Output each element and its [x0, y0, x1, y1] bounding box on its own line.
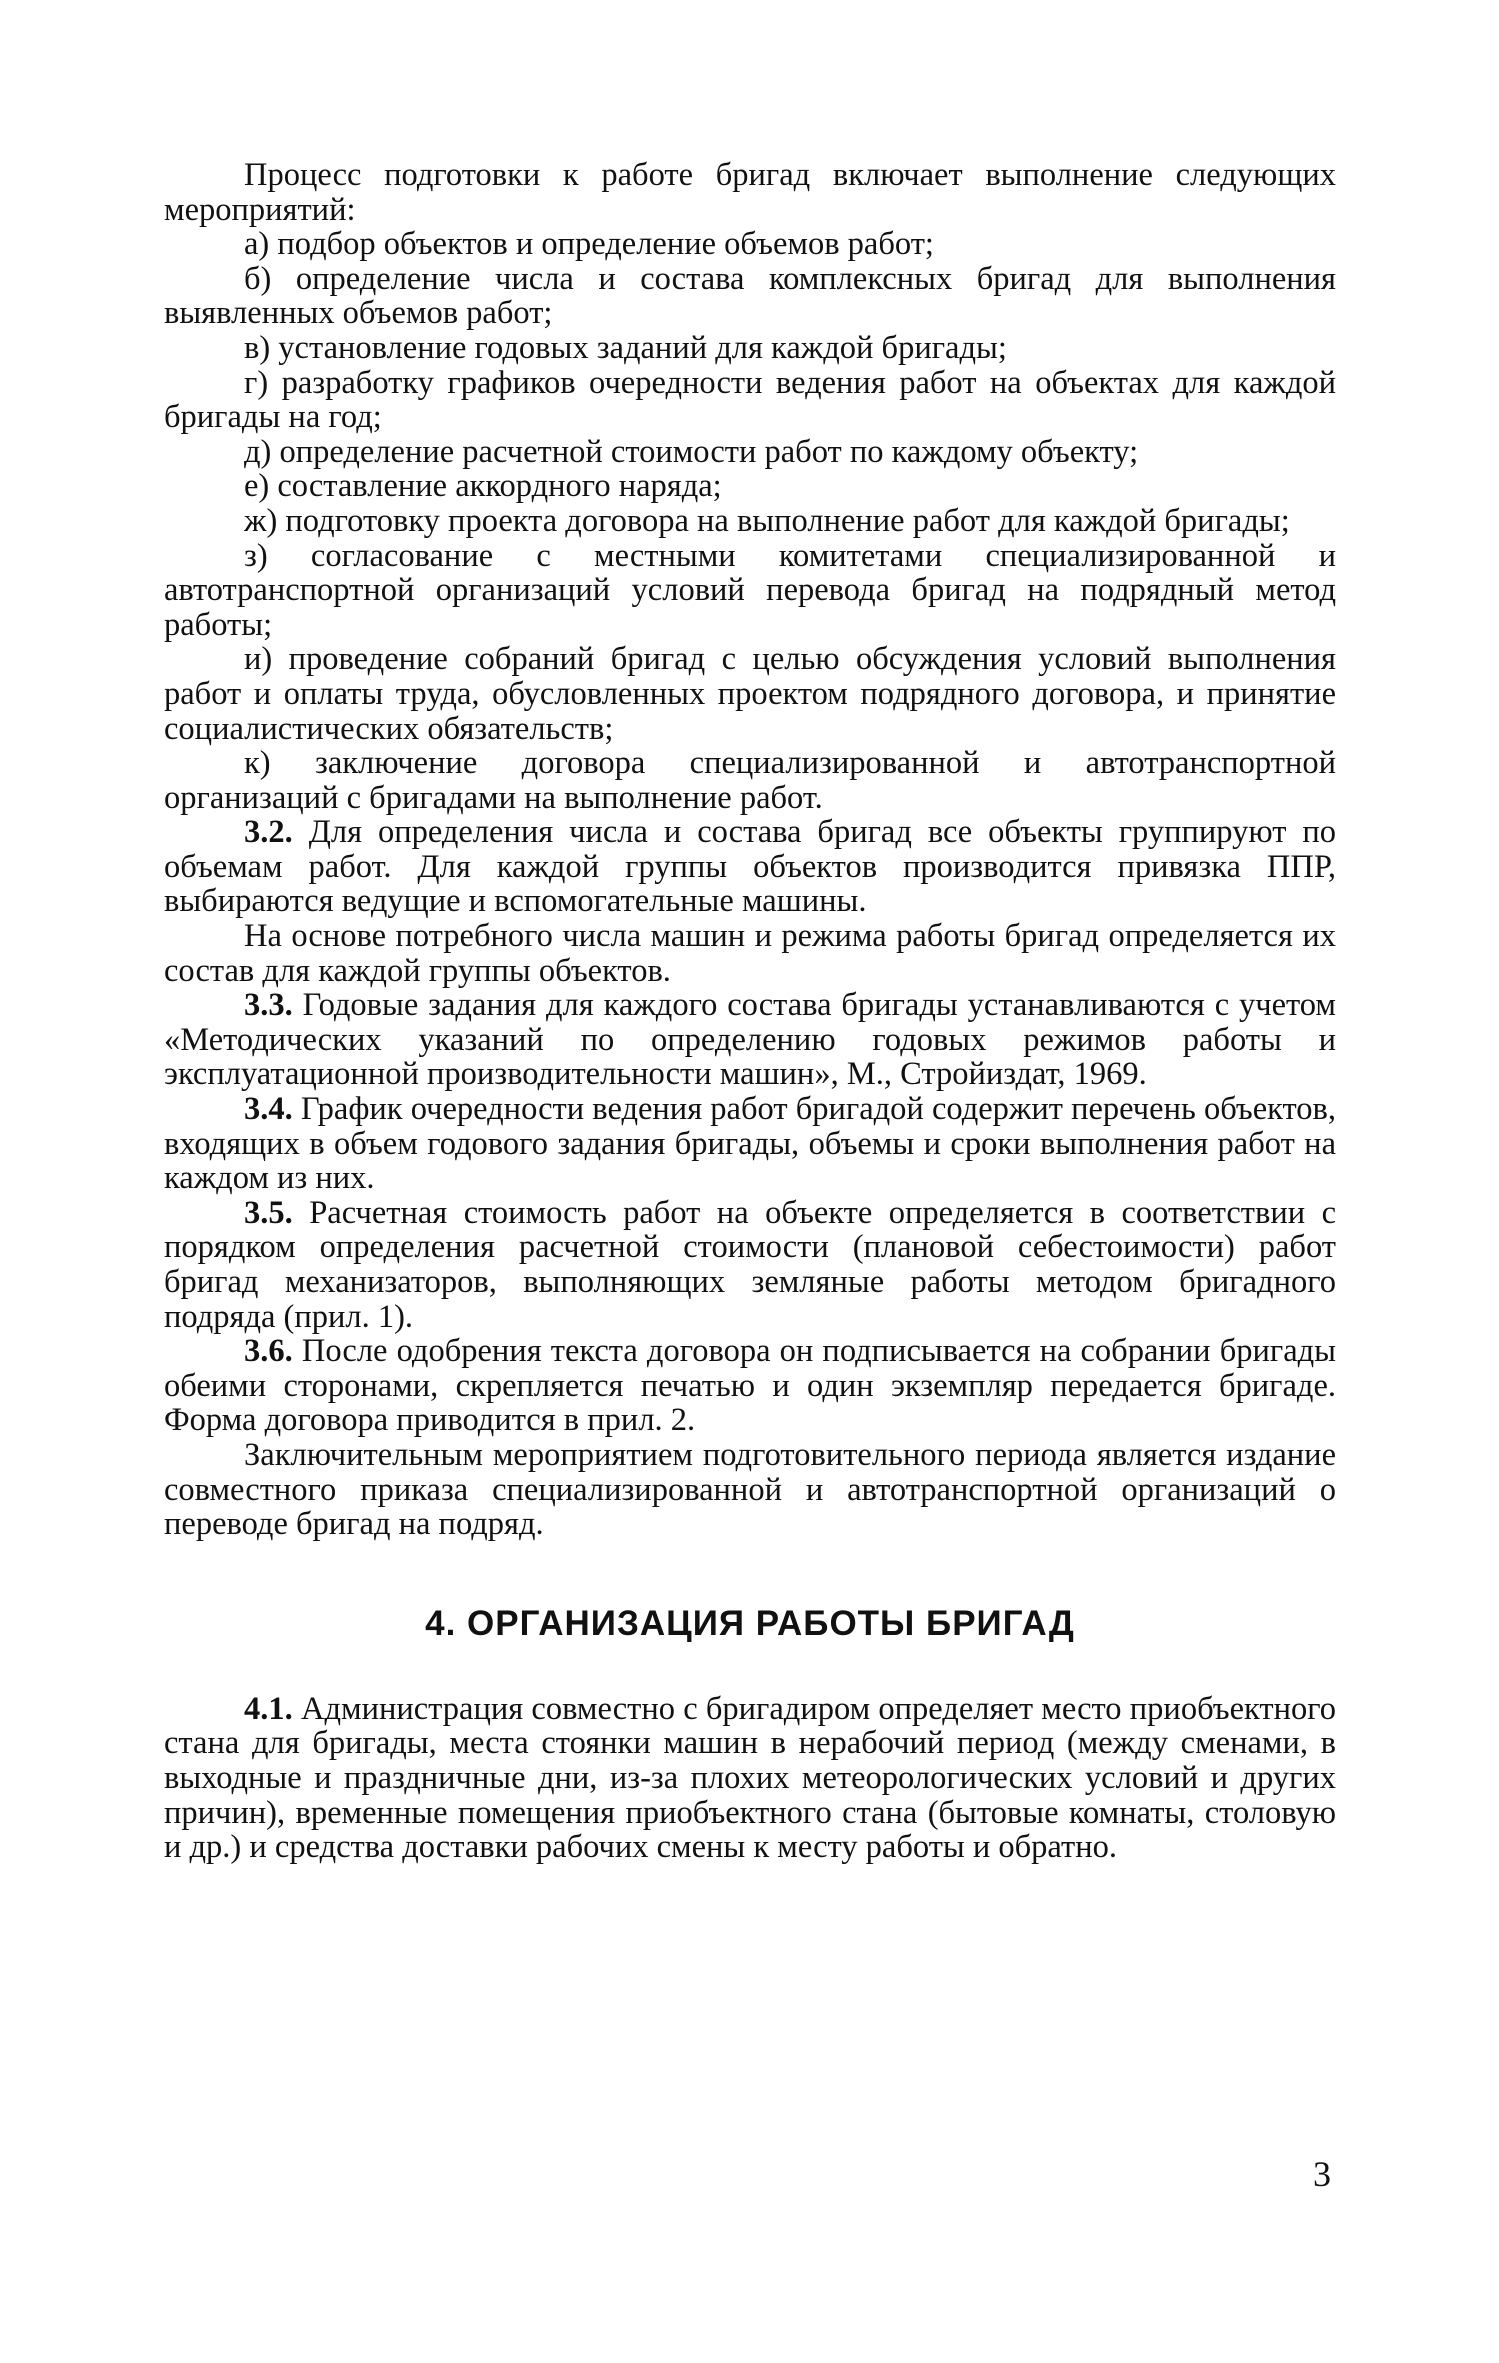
list-item: г) разработку графиков очередности ведения работ на объектах для каждой бригады на год;: [164, 364, 1336, 436]
section-3-3: [164, 988, 1336, 1092]
section-heading: 4. ОРГАНИЗАЦИЯ РАБОТЫ БРИГАД: [425, 1603, 1075, 1643]
section-number: 3.2.: [244, 814, 293, 851]
list-item: б) определение числа и состава комплексных бригад для выполнения выявленных объемов работ;: [164, 260, 1336, 332]
section-number: 3.5.: [244, 1194, 293, 1231]
section-number: 3.3.: [244, 987, 293, 1024]
section-3-2-continued: На основе потребного числа машин и режима работы бригад определяется их состав для каждой группы объектов.: [164, 918, 1336, 989]
section-text: После одобрения текста договора он подписывается на собрании бригады обеими сторонами, скрепляется печатью и один экземпляр передается бригаде. Форма договора приводится в прил. 2.: [164, 1333, 1336, 1439]
list-item: к) заключение договора специализированной и автотранспортной организаций с бригадами на выполнение работ.: [164, 745, 1336, 816]
page-number: 3: [1313, 2154, 1331, 2194]
list-item: ж) подготовку проекта договора на выполнение работ для каждой бригады;: [244, 502, 1290, 539]
section-number: 3.6.: [244, 1333, 293, 1370]
closing-paragraph: Заключительным мероприятием подготовительного периода является издание совместного приказа специализированной и автотранспортной организаций о переводе бригад на подряд.: [164, 1436, 1336, 1543]
section-3-2: [164, 815, 1336, 919]
section-text: Расчетная стоимость работ на объекте определяется в соответствии с порядком определения расчетной стоимости (плановой себестоимости) работ бригад механизаторов, выполняющих земляные работы методом бригадного подряда (прил. 1).: [164, 1194, 1337, 1335]
list-item: и) проведение собраний бригад с целью обсуждения условий выполнения работ и оплаты труда, обусловленных проектом подрядного договора, и принятие социалистических обязательств;: [164, 641, 1336, 747]
intro-paragraph: Процесс подготовки к работе бригад включает выполнение следующих мероприятий:: [164, 157, 1336, 228]
section-number: 3.4.: [244, 1091, 293, 1128]
list-item: д) определение расчетной стоимости работ по каждому объекту;: [244, 433, 1139, 470]
section-text: Годовые задания для каждого состава бригады устанавливаются с учетом «Методических указаний по определению годовых режимов работы и эксплуатационной производительности машин», М., Стройиздат, 1969.: [164, 987, 1336, 1093]
list-item: в) установление годовых заданий для каждой бригады;: [244, 329, 1007, 366]
section-text: Для определения числа и состава бригад все объекты группируют по объемам работ. Для каждой группы объектов производится привязка ППР, выбираются ведущие и вспомогательные машины.: [164, 814, 1336, 920]
document-page: [164, 158, 1336, 1865]
section-3-4: [164, 1092, 1336, 1196]
section-text: Администрация совместно с бригадиром определяет место приобъектного стана для бригады, места стоянки машин в нерабочий период (между сменами, в выходные и праздничные дни, из-за плохих метеорологических условий и других причин), временные помещения приобъектного стана (бытовые комнаты, столовую и др.) и средства доставки рабочих смены к месту работы и обратно.: [164, 1690, 1337, 1866]
list-item: з) согласование с местными комитетами специализированной и автотранспортной организаций условий перевода бригад на подрядный метод работы;: [164, 537, 1336, 643]
section-3-6: [164, 1334, 1336, 1438]
section-number: 4.1.: [244, 1690, 293, 1727]
list-item: а) подбор объектов и определение объемов работ;: [244, 226, 934, 263]
preparation-list: [164, 227, 1336, 815]
section-4-1: [164, 1692, 1336, 1865]
section-3-5: [164, 1196, 1336, 1334]
section-text: График очередности ведения работ бригадой содержит перечень объектов, входящих в объем годового задания бригады, объемы и сроки выполнения работ на каждом из них.: [164, 1091, 1337, 1197]
list-item: е) составление аккордного наряда;: [244, 468, 722, 505]
